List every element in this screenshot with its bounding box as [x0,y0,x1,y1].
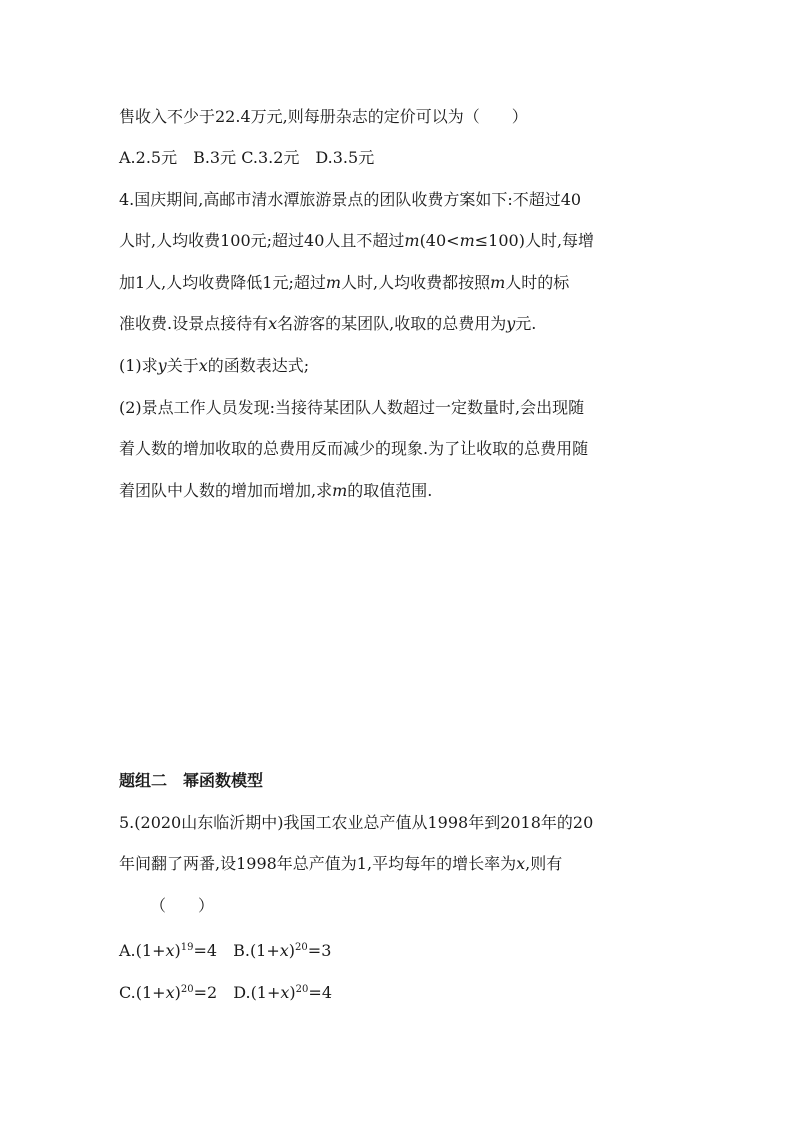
q4-line-2: 人时,人均收费100元;超过40人且不超过m(40<m≤100)人时,每增 [119,231,595,250]
q4-line-1: 4.国庆期间,高邮市清水潭旅游景点的团队收费方案如下:不超过40 [119,190,582,209]
q5-options-cd: $C.(1+x)^{20}=2$ $D.(1+x)^{20}=4$ [119,983,332,1002]
q3-options: A.2.5元 B.3元 C.3.2元 D.3.5元 [119,148,375,167]
q5-line-2: 年间翻了两番,设1998年总产值为1,平均每年的增长率为x,则有 [119,854,563,873]
section-heading: 题组二 幂函数模型 [119,771,264,790]
q4-part-2-line-2: 着人数的增加收取的总费用反而减少的现象.为了让收取的总费用随 [119,439,589,458]
q5-answer-paren: （ ） [150,896,215,915]
q4-part-2-line-1: (2)景点工作人员发现:当接待某团队人数超过一定数量时,会出现随 [119,398,585,417]
q4-line-3: 加1人,人均收费降低1元;超过m人时,人均收费都按照m人时的标 [119,273,570,292]
q4-part-1: (1)求y关于x的函数表达式; [119,356,310,375]
q5-line-1: 5.(2020山东临沂期中)我国工农业总产值从1998年到2018年的20 [119,813,594,832]
q4-line-4: 准收费.设景点接待有x名游客的某团队,收取的总费用为y元. [119,314,537,333]
q5-options-ab: $A.(1+x)^{19}=4$ $B.(1+x)^{20}=3$ [119,941,332,960]
q4-part-2-line-3: 着团队中人数的增加而增加,求m的取值范围. [119,481,433,500]
q3-stem-end: 售收入不少于22.4万元,则每册杂志的定价可以为（ ） [119,107,528,126]
